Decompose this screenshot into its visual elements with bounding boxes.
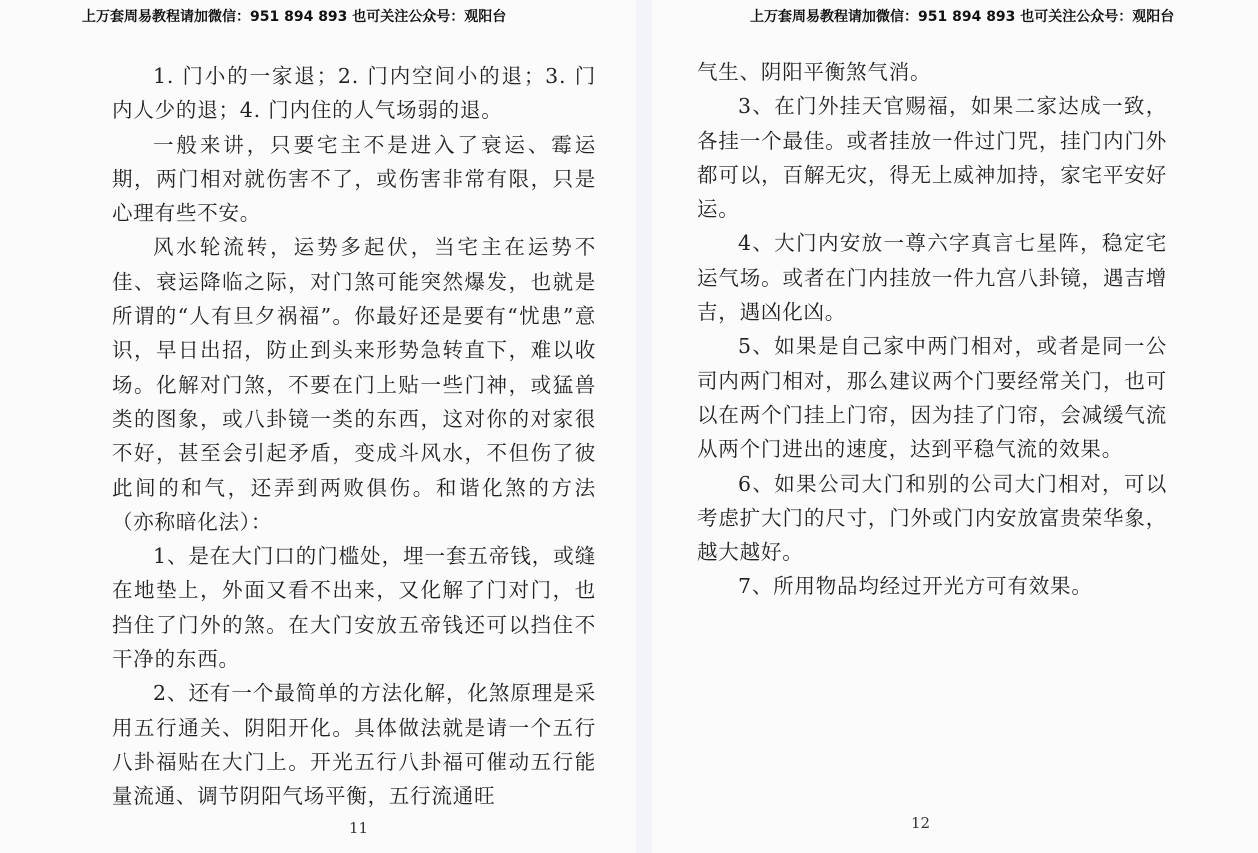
right-page-body: [697, 55, 1167, 604]
paragraph: 一般来讲，只要宅主不是进入了衰运、霉运期，两门相对就伤害不了，或伤害非常有限，只是心理有些不安。: [112, 132, 596, 226]
paragraph: 7、所用物品均经过开光方可有效果。: [738, 574, 1093, 599]
paragraph-continuation: 气生、阴阳平衡煞气消。: [697, 60, 932, 84]
page-number-left: 11: [349, 819, 369, 837]
right-page: [652, 0, 1258, 853]
paragraph: 5、如果是自己家中两门相对，或者是同一公司内两门相对，那么建议两个门要经常关门，也可以在两个门挂上门帘，因为挂了门帘，会减缓气流从两个门进出的速度，达到平稳气流的效果。: [697, 334, 1167, 462]
paragraph: 1、是在大门口的门槛处，埋一套五帝钱，或缝在地垫上，外面又看不出来，又化解了门对门，也挡住了门外的煞。在大门安放五帝钱还可以挡住不干净的东西。: [112, 544, 596, 672]
page-number-right: 12: [911, 814, 931, 832]
paragraph: 6、如果公司大门和别的公司大门相对，可以考虑扩大门的尺寸，门外或门内安放富贵荣华象，越大越好。: [697, 471, 1167, 565]
book-gutter: [636, 0, 652, 853]
paragraph: 3、在门外挂天官赐福，如果二家达成一致，各挂一个最佳。或者挂放一件过门咒，挂门内门外都可以，百解无灾，得无上威神加持，家宅平安好运。: [697, 94, 1167, 222]
header-watermark-left: 上万套周易教程请加微信：951 894 893 也可关注公众号：观阳台: [82, 9, 507, 25]
paragraph: 2、还有一个最简单的方法化解，化煞原理是采用五行通关、阴阳开化。具体做法就是请一个五行八卦福贴在大门上。开光五行八卦福可催动五行能量流通、调节阴阳气场平衡，五行流通旺: [112, 681, 596, 809]
left-page-body: [112, 59, 596, 814]
paragraph: 4、大门内安放一尊六字真言七星阵，稳定宅运气场。或者在门内挂放一件九宫八卦镜，遇吉增吉，遇凶化凶。: [697, 231, 1167, 325]
header-watermark-right: 上万套周易教程请加微信：951 894 893 也可关注公众号：观阳台: [750, 9, 1175, 25]
paragraph: 1. 门小的一家退；2. 门内空间小的退；3. 门内人少的退；4. 门内住的人气场弱的退。: [112, 64, 596, 123]
paragraph: 风水轮流转，运势多起伏，当宅主在运势不佳、衰运降临之际，对门煞可能突然爆发，也就是所谓的“人有旦夕祸福”。你最好还是要有“忧患”意识，早日出招，防止到头来形势急转直下，难以收场。化解对门煞，不要在门上贴一些门神，或猛兽类的图象，或八卦镜一类的东西，这对你的对家很不好，甚至会引起矛盾，变成斗风水，不但伤了彼此间的和气，还弄到两败俱伤。和谐化煞的方法（亦称暗化法）：: [112, 235, 596, 534]
